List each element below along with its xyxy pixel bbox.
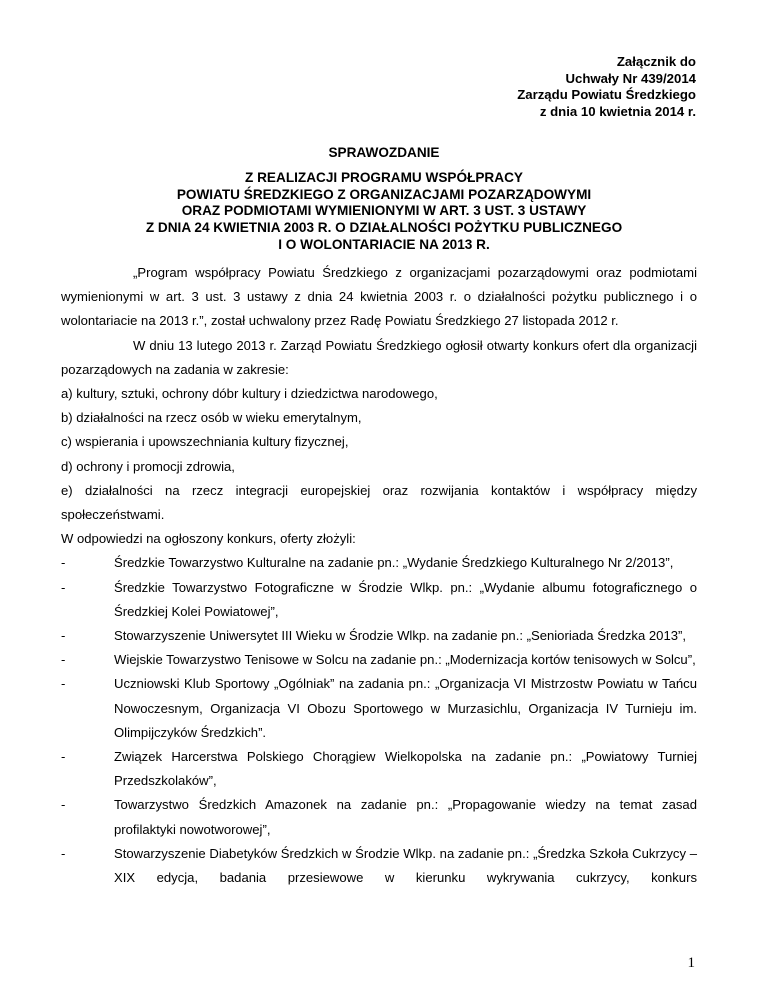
- area-item: e) działalności na rzecz integracji europejskiej oraz rozwijania kontaktów i współpracy między społeczeństwami.: [61, 482, 697, 523]
- paragraph-program: „Program współpracy Powiatu Średzkiego z organizacjami pozarządowymi oraz podmiotami wymienionymi w art. 3 ust. 3 ustawy z dnia 24 kwietnia 2003 r. o działalności pożytku publicznego i o wolontariacie na 2013 r.”, został uchwalony przez Radę Powiatu Średzkiego 27 listopada 2012 r.: [61, 265, 697, 329]
- title-subline: POWIATU ŚREDZKIEGO Z ORGANIZACJAMI POZARZĄDOWYMI: [176, 186, 592, 202]
- offer-item: - Uczniowski Klub Sportowy „Ogólniak” na zadania pn.: „Organizacja VI Mistrzostw Powiatu w Tańcu Nowoczesnym, Organizacja VI Obozu Sportowego w Murzasichlu, Organizacja IV Turnieju im. Olimpijczyków Średzkich”.: [61, 672, 697, 745]
- title-subline: ORAZ PODMIOTAMI WYMIENIONYMI W ART. 3 UST. 3 USTAWY: [181, 203, 587, 219]
- page-number: 1: [687, 955, 695, 971]
- title-subline: I O WOLONTARIACIE NA 2013 R.: [278, 236, 490, 252]
- area-item: d) ochrony i promocji zdrowia,: [61, 458, 235, 474]
- paragraph-contest: W dniu 13 lutego 2013 r. Zarząd Powiatu Średzkiego ogłosił otwarty konkurs ofert dla organizacji pozarządowych na zadania w zakresie:: [61, 337, 697, 377]
- area-item: b) działalności na rzecz osób w wieku emerytalnym,: [61, 410, 362, 426]
- offer-item: - Średzkie Towarzystwo Kulturalne na zadanie pn.: „Wydanie Średzkiego Kulturalnego Nr 2/2013”,: [61, 551, 697, 575]
- title-subline: Z REALIZACJI PROGRAMU WSPÓŁPRACY: [245, 169, 523, 185]
- header-line: Załącznik do: [616, 54, 696, 69]
- offer-item: - Stowarzyszenie Diabetyków Średzkich w Środzie Wlkp. na zadanie pn.: „Średzka Szkoła Cukrzycy – XIX edycja, badania przesiewowe w kierunku wykrywania cukrzycy, konkurs: [61, 842, 697, 890]
- title-subline: Z DNIA 24 KWIETNIA 2003 R. O DZIAŁALNOŚCI POŻYTKU PUBLICZNEGO: [145, 220, 623, 236]
- document-body: [61, 261, 697, 890]
- offers-intro: W odpowiedzi na ogłoszony konkurs, oferty złożyli:: [61, 531, 356, 547]
- offer-item: - Wiejskie Towarzystwo Tenisowe w Solcu na zadanie pn.: „Modernizacja kortów tenisowych w Solcu”,: [61, 648, 697, 672]
- document-title: [60, 145, 708, 254]
- offer-item: - Związek Harcerstwa Polskiego Chorągiew Wielkopolska na zadanie pn.: „Powiatowy Turniej Przedszkolaków”,: [61, 745, 697, 793]
- offers-list: [61, 551, 697, 890]
- header-line: Zarządu Powiatu Średzkiego: [517, 87, 696, 102]
- offer-item: - Towarzystwo Średzkich Amazonek na zadanie pn.: „Propagowanie wiedzy na temat zasad profilaktyki nowotworowej”,: [61, 793, 697, 841]
- header-line: z dnia 10 kwietnia 2014 r.: [539, 103, 696, 119]
- title-main: SPRAWOZDANIE: [328, 145, 440, 160]
- offer-item: - Stowarzyszenie Uniwersytet III Wieku w Środzie Wlkp. na zadanie pn.: „Senioriada Średzka 2013”,: [61, 624, 697, 648]
- offer-item: - Średzkie Towarzystwo Fotograficzne w Środzie Wlkp. pn.: „Wydanie albumu fotograficznego o Średzkiej Kolei Powiatowej”,: [61, 576, 697, 624]
- header-line: Uchwały Nr 439/2014: [565, 70, 696, 86]
- attachment-header: [517, 54, 696, 120]
- area-item: c) wspierania i upowszechniania kultury fizycznej,: [61, 434, 349, 450]
- area-item: a) kultury, sztuki, ochrony dóbr kultury i dziedzictwa narodowego,: [61, 386, 438, 402]
